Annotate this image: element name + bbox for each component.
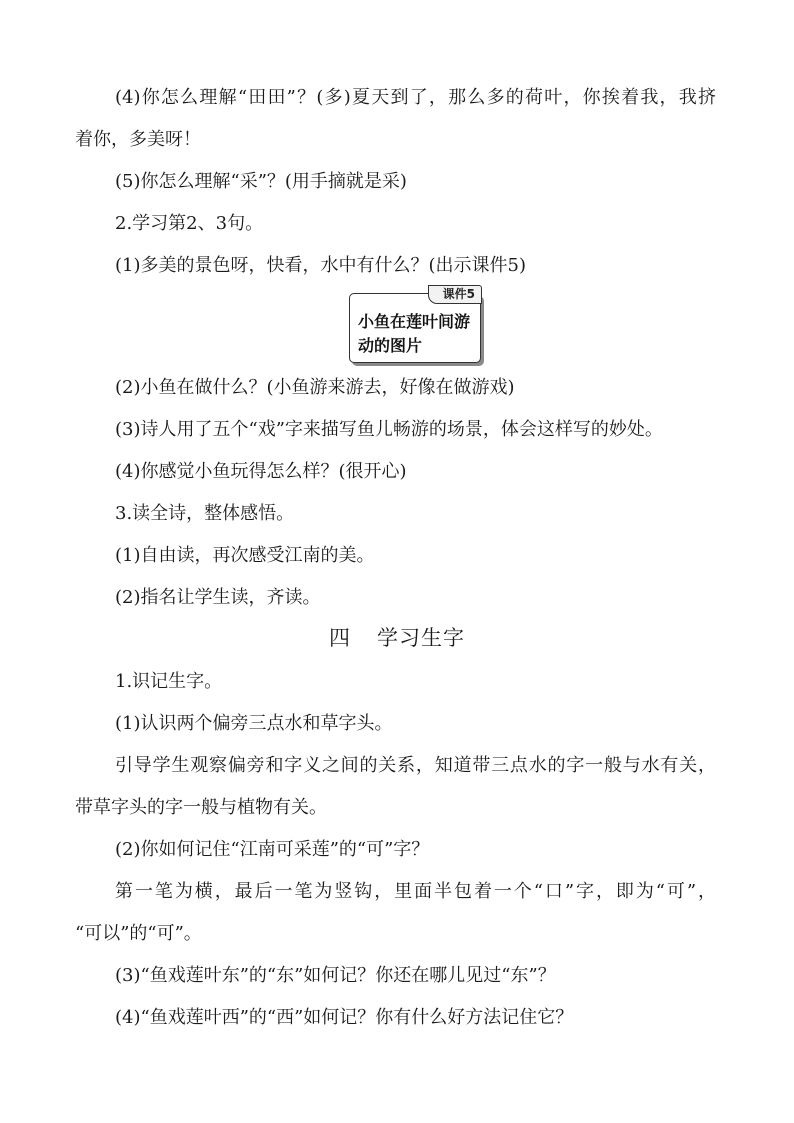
paragraph-line: (4)你感觉小鱼玩得怎么样？(很开心) bbox=[115, 461, 407, 482]
courseware-tab-label: 课件5 bbox=[428, 285, 482, 304]
section-heading bbox=[0, 624, 794, 652]
section-title: 学习生字 bbox=[377, 626, 465, 650]
paragraph-line: (5)你怎么理解“采”？(用手摘就是采) bbox=[115, 171, 407, 192]
paragraph-line: (4)“鱼戏莲叶西”的“西”如何记？你有什么好方法记住它？ bbox=[115, 1007, 574, 1028]
paragraph-line: “可以”的“可”。 bbox=[75, 923, 202, 944]
paragraph-line: 带草字头的字一般与植物有关。 bbox=[75, 797, 327, 818]
paragraph-line: (3)“鱼戏莲叶东”的“东”如何记？你还在哪儿见过“东”？ bbox=[115, 965, 556, 986]
paragraph-line: (3)诗人用了五个“戏”字来描写鱼儿畅游的场景，体会这样写的妙处。 bbox=[115, 419, 663, 440]
paragraph-line: 引导学生观察偏旁和字义之间的关系，知道带三点水的字一般与水有关， bbox=[115, 755, 716, 776]
courseware-description: 小鱼在莲叶间游动的图片 bbox=[358, 312, 471, 355]
paragraph-line: (2)你如何记住“江南可采莲”的“可”字？ bbox=[115, 839, 430, 860]
paragraph-line: 3.读全诗，整体感悟。 bbox=[115, 503, 295, 524]
courseware-card bbox=[349, 287, 481, 363]
paragraph-line: 第一笔为横，最后一笔为竖钩，里面半包着一个“口”字，即为“可”， bbox=[115, 881, 716, 902]
paragraph-line: 2.学习第2、3句。 bbox=[115, 213, 264, 234]
paragraph-line: (2)指名让学生读，齐读。 bbox=[115, 587, 321, 608]
paragraph-line: (1)认识两个偏旁三点水和草字头。 bbox=[115, 713, 393, 734]
paragraph-line: (1)自由读，再次感受江南的美。 bbox=[115, 545, 375, 566]
section-number: 四 bbox=[329, 626, 351, 650]
paragraph-line: (4)你怎么理解“田田”？(多)夏天到了，那么多的荷叶，你挨着我，我挤 bbox=[115, 87, 716, 108]
paragraph-line: 着你，多美呀！ bbox=[75, 129, 201, 150]
paragraph-line: (2)小鱼在做什么？(小鱼游来游去，好像在做游戏) bbox=[115, 377, 515, 398]
paragraph-line: 1.识记生字。 bbox=[115, 671, 223, 692]
paragraph-line: (1)多美的景色呀，快看，水中有什么？(出示课件5) bbox=[115, 255, 526, 276]
